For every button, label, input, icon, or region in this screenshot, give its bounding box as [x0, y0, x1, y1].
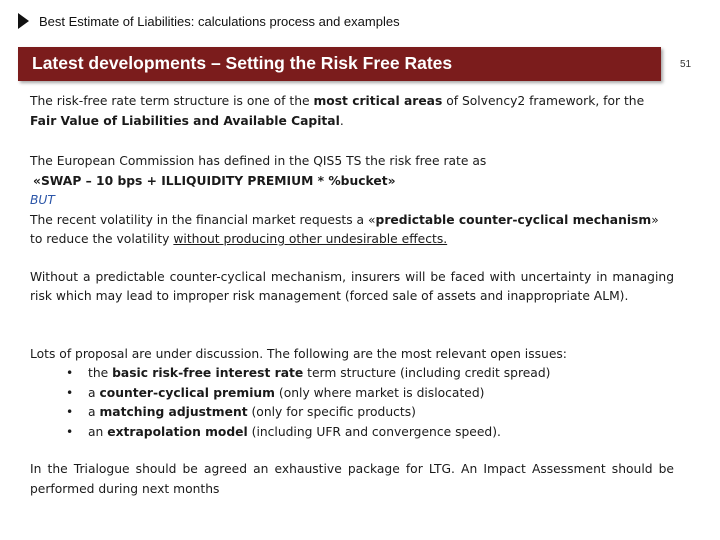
text-span: term structure (including credit spread)	[303, 366, 551, 380]
section-banner	[18, 47, 661, 81]
but-label: BUT	[30, 193, 55, 207]
page-number: 51	[680, 59, 692, 70]
text-span: .	[339, 113, 344, 128]
text-span: The risk-free rate term structure is one of the	[30, 94, 314, 108]
text-span: The recent volatility in the financial market requests a «	[30, 212, 376, 227]
bold-text: most critical areas	[313, 94, 443, 108]
list-item	[66, 403, 674, 423]
paragraph-uncertainty: Without a predictable counter-cyclical mechanism, insurers will be faced with uncertainty in managing risk which may lead to improper risk management (forced sale of assets and inappropriate ALM).	[30, 269, 674, 303]
header-title: Best Estimate of Liabilities: calculations process and examples	[39, 13, 400, 29]
slide-body	[30, 92, 674, 499]
bold-text: extrapolation model	[107, 424, 248, 439]
risk-free-formula: «SWAP – 10 bps + ILLIQUIDITY PREMIUM * %bucket»	[33, 173, 396, 188]
list-item	[66, 364, 674, 384]
banner-title: Latest developments – Setting the Risk Free Rates	[32, 53, 453, 73]
bold-text: counter-cyclical premium	[99, 385, 275, 400]
text-span: a	[88, 385, 100, 400]
bold-text: basic risk-free interest rate	[112, 366, 304, 380]
commission-text: The European Commission has defined in the QIS5 TS the risk free rate as	[30, 154, 487, 168]
text-span: the	[88, 366, 113, 380]
paragraph-open-issues	[30, 345, 674, 443]
text-span: (including UFR and convergence speed).	[247, 424, 501, 439]
list-item	[66, 384, 674, 404]
open-issues-intro: Lots of proposal are under discussion. The following are the most relevant open issues:	[30, 346, 567, 361]
text-span: an	[88, 424, 108, 439]
bold-text: matching adjustment	[99, 405, 248, 419]
open-issues-list	[30, 364, 674, 442]
triangle-bullet-icon	[18, 13, 29, 29]
paragraph-commission	[30, 152, 674, 250]
text-span: of Solvency2 framework, for the	[442, 94, 645, 108]
text-span: a	[88, 405, 100, 419]
text-span: (only where market is dislocated)	[275, 385, 485, 400]
text-span: » to reduce the volatility	[30, 212, 659, 246]
volatility-text	[30, 211, 674, 250]
text-span: (only for specific products)	[247, 405, 416, 419]
bold-text: Fair Value of Liabilities and Available Capital	[30, 113, 340, 128]
slide-header	[18, 11, 400, 31]
paragraph-critical-areas	[30, 92, 674, 131]
bold-text: predictable counter-cyclical mechanism	[375, 212, 652, 227]
underlined-text: without producing other undesirable effects.	[173, 232, 448, 246]
paragraph-trialogue: In the Trialogue should be agreed an exhaustive package for LTG. An Impact Assessment should be performed during next months	[30, 462, 674, 496]
list-item	[66, 423, 674, 443]
